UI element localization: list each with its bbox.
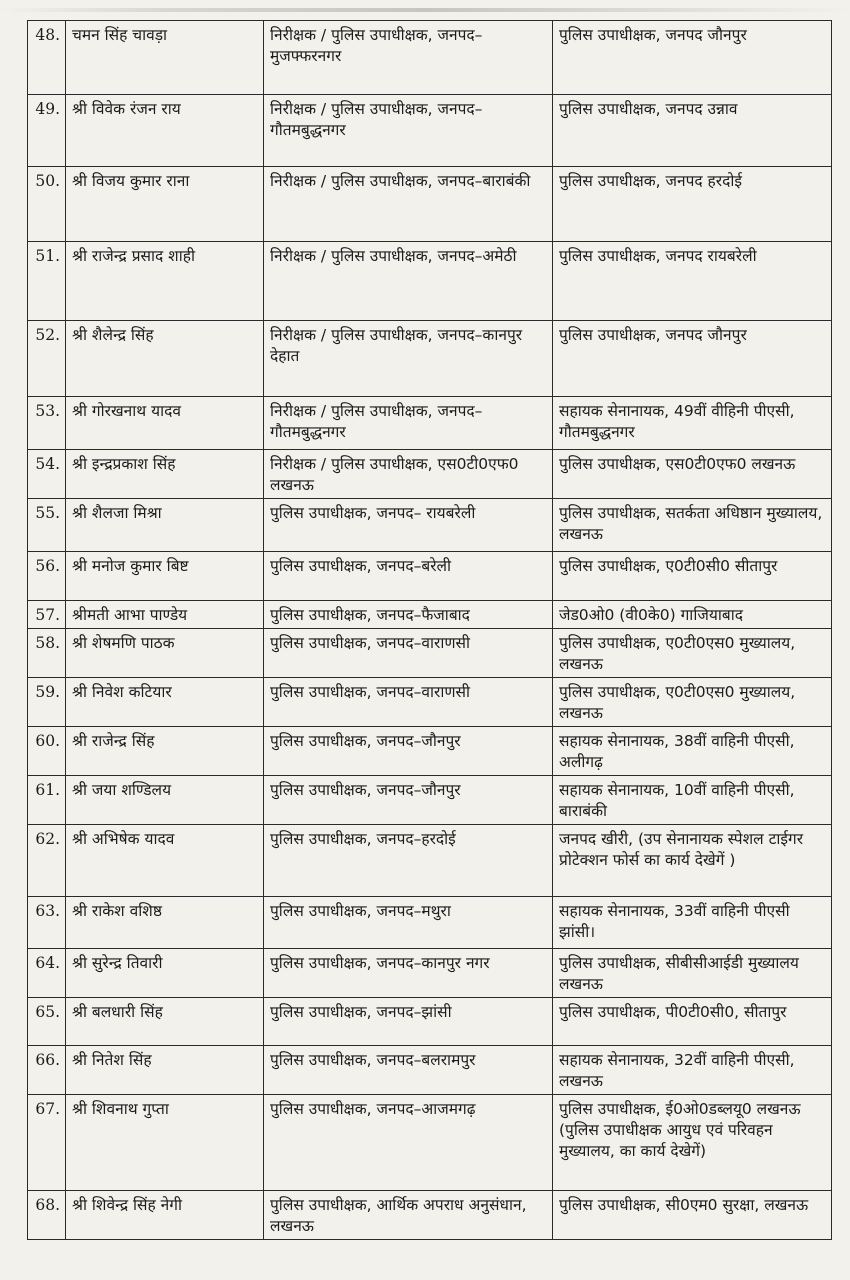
officer-name-cell: श्री विवेक रंजन राय xyxy=(66,95,264,167)
officer-name-cell: श्री राजेन्द्र प्रसाद शाही xyxy=(66,242,264,321)
table-row xyxy=(28,167,832,242)
table-row xyxy=(28,998,832,1046)
current-posting-cell: निरीक्षक / पुलिस उपाधीक्षक, जनपद–मुजफ्फरनगर xyxy=(264,21,553,95)
new-posting-cell: पुलिस उपाधीक्षक, ए0टी0एस0 मुख्यालय, लखनऊ xyxy=(553,629,832,678)
table-row xyxy=(28,1046,832,1095)
new-posting-cell: जनपद खीरी, (उप सेनानायक स्पेशल टाईगर प्रोटेक्शन फोर्स का कार्य देखेगें ) xyxy=(553,825,832,897)
new-posting-cell: पुलिस उपाधीक्षक, जनपद रायबरेली xyxy=(553,242,832,321)
serial-number-cell: 64. xyxy=(28,949,66,998)
officer-name-cell: श्री इन्द्रप्रकाश सिंह xyxy=(66,450,264,499)
table-row xyxy=(28,727,832,776)
officer-name-cell: श्री गोरखनाथ यादव xyxy=(66,397,264,450)
table-row xyxy=(28,21,832,95)
table-row xyxy=(28,1191,832,1240)
serial-number-cell: 55. xyxy=(28,499,66,552)
current-posting-cell: निरीक्षक / पुलिस उपाधीक्षक, जनपद–कानपुर देहात xyxy=(264,321,553,397)
serial-number-cell: 52. xyxy=(28,321,66,397)
new-posting-cell: पुलिस उपाधीक्षक, ई0ओ0डब्लयू0 लखनऊ (पुलिस उपाधीक्षक आयुध एवं परिवहन मुख्यालय, का कार्य देखेगें) xyxy=(553,1095,832,1191)
new-posting-cell: पुलिस उपाधीक्षक, एस0टी0एफ0 लखनऊ xyxy=(553,450,832,499)
serial-number-cell: 61. xyxy=(28,776,66,825)
new-posting-cell: सहायक सेनानायक, 10वीं वाहिनी पीएसी, बाराबंकी xyxy=(553,776,832,825)
officer-name-cell: श्री शिवेन्द्र सिंह नेगी xyxy=(66,1191,264,1240)
current-posting-cell: पुलिस उपाधीक्षक, जनपद–बरेली xyxy=(264,552,553,601)
serial-number-cell: 63. xyxy=(28,897,66,949)
table-row xyxy=(28,242,832,321)
current-posting-cell: पुलिस उपाधीक्षक, जनपद–आजमगढ़ xyxy=(264,1095,553,1191)
serial-number-cell: 62. xyxy=(28,825,66,897)
serial-number-cell: 57. xyxy=(28,601,66,629)
serial-number-cell: 54. xyxy=(28,450,66,499)
transfer-table xyxy=(27,20,832,1240)
officer-name-cell: श्री जया शण्डिलय xyxy=(66,776,264,825)
serial-number-cell: 53. xyxy=(28,397,66,450)
officer-name-cell: श्री शैलेन्द्र सिंह xyxy=(66,321,264,397)
officer-name-cell: श्री शैलजा मिश्रा xyxy=(66,499,264,552)
officer-name-cell: श्री नितेश सिंह xyxy=(66,1046,264,1095)
officer-name-cell: श्री निवेश कटियार xyxy=(66,678,264,727)
serial-number-cell: 49. xyxy=(28,95,66,167)
table-row xyxy=(28,1095,832,1191)
current-posting-cell: निरीक्षक / पुलिस उपाधीक्षक, जनपद–अमेठी xyxy=(264,242,553,321)
current-posting-cell: पुलिस उपाधीक्षक, आर्थिक अपराध अनुसंधान, लखनऊ xyxy=(264,1191,553,1240)
table-row xyxy=(28,776,832,825)
serial-number-cell: 50. xyxy=(28,167,66,242)
serial-number-cell: 48. xyxy=(28,21,66,95)
serial-number-cell: 67. xyxy=(28,1095,66,1191)
serial-number-cell: 59. xyxy=(28,678,66,727)
new-posting-cell: सहायक सेनानायक, 38वीं वाहिनी पीएसी, अलीगढ़ xyxy=(553,727,832,776)
new-posting-cell: पुलिस उपाधीक्षक, सीबीसीआईडी मुख्यालय लखनऊ xyxy=(553,949,832,998)
table-row xyxy=(28,397,832,450)
current-posting-cell: पुलिस उपाधीक्षक, जनपद–जौनपुर xyxy=(264,776,553,825)
current-posting-cell: पुलिस उपाधीक्षक, जनपद–कानपुर नगर xyxy=(264,949,553,998)
officer-name-cell: श्री शेषमणि पाठक xyxy=(66,629,264,678)
table-row xyxy=(28,552,832,601)
table-row xyxy=(28,629,832,678)
officer-name-cell: श्री सुरेन्द्र तिवारी xyxy=(66,949,264,998)
current-posting-cell: पुलिस उपाधीक्षक, जनपद–बलरामपुर xyxy=(264,1046,553,1095)
serial-number-cell: 58. xyxy=(28,629,66,678)
officer-name-cell: श्री अभिषेक यादव xyxy=(66,825,264,897)
serial-number-cell: 51. xyxy=(28,242,66,321)
table-row xyxy=(28,601,832,629)
serial-number-cell: 60. xyxy=(28,727,66,776)
officer-name-cell: श्री राजेन्द्र सिंह xyxy=(66,727,264,776)
current-posting-cell: पुलिस उपाधीक्षक, जनपद–झांसी xyxy=(264,998,553,1046)
new-posting-cell: पुलिस उपाधीक्षक, सतर्कता अधिष्ठान मुख्यालय, लखनऊ xyxy=(553,499,832,552)
serial-number-cell: 66. xyxy=(28,1046,66,1095)
current-posting-cell: पुलिस उपाधीक्षक, जनपद– रायबरेली xyxy=(264,499,553,552)
current-posting-cell: पुलिस उपाधीक्षक, जनपद–मथुरा xyxy=(264,897,553,949)
current-posting-cell: निरीक्षक / पुलिस उपाधीक्षक, जनपद–गौतमबुद्धनगर xyxy=(264,95,553,167)
new-posting-cell: पुलिस उपाधीक्षक, जनपद उन्नाव xyxy=(553,95,832,167)
new-posting-cell: पुलिस उपाधीक्षक, जनपद जौनपुर xyxy=(553,21,832,95)
transfer-table-body xyxy=(28,21,832,1240)
officer-name-cell: चमन सिंह चावड़ा xyxy=(66,21,264,95)
serial-number-cell: 56. xyxy=(28,552,66,601)
officer-name-cell: श्री शिवनाथ गुप्ता xyxy=(66,1095,264,1191)
new-posting-cell: सहायक सेनानायक, 32वीं वाहिनी पीएसी, लखनऊ xyxy=(553,1046,832,1095)
new-posting-cell: पुलिस उपाधीक्षक, पी0टी0सी0, सीतापुर xyxy=(553,998,832,1046)
table-row xyxy=(28,949,832,998)
table-row xyxy=(28,321,832,397)
page-top-edge xyxy=(0,8,850,12)
current-posting-cell: पुलिस उपाधीक्षक, जनपद–जौनपुर xyxy=(264,727,553,776)
table-row xyxy=(28,678,832,727)
table-row xyxy=(28,897,832,949)
current-posting-cell: पुलिस उपाधीक्षक, जनपद–वाराणसी xyxy=(264,629,553,678)
new-posting-cell: सहायक सेनानायक, 49वीं वीहिनी पीएसी, गौतमबुद्धनगर xyxy=(553,397,832,450)
serial-number-cell: 65. xyxy=(28,998,66,1046)
serial-number-cell: 68. xyxy=(28,1191,66,1240)
new-posting-cell: पुलिस उपाधीक्षक, जनपद हरदोई xyxy=(553,167,832,242)
officer-name-cell: श्रीमती आभा पाण्डेय xyxy=(66,601,264,629)
officer-name-cell: श्री राकेश वशिष्ठ xyxy=(66,897,264,949)
officer-name-cell: श्री विजय कुमार राना xyxy=(66,167,264,242)
new-posting-cell: पुलिस उपाधीक्षक, ए0टी0एस0 मुख्यालय, लखनऊ xyxy=(553,678,832,727)
table-row xyxy=(28,450,832,499)
current-posting-cell: निरीक्षक / पुलिस उपाधीक्षक, जनपद–गौतमबुद्धनगर xyxy=(264,397,553,450)
officer-name-cell: श्री मनोज कुमार बिष्ट xyxy=(66,552,264,601)
current-posting-cell: पुलिस उपाधीक्षक, जनपद–वाराणसी xyxy=(264,678,553,727)
new-posting-cell: पुलिस उपाधीक्षक, ए0टी0सी0 सीतापुर xyxy=(553,552,832,601)
officer-name-cell: श्री बलधारी सिंह xyxy=(66,998,264,1046)
current-posting-cell: पुलिस उपाधीक्षक, जनपद–हरदोई xyxy=(264,825,553,897)
table-row xyxy=(28,499,832,552)
new-posting-cell: पुलिस उपाधीक्षक, जनपद जौनपुर xyxy=(553,321,832,397)
current-posting-cell: निरीक्षक / पुलिस उपाधीक्षक, जनपद–बाराबंकी xyxy=(264,167,553,242)
new-posting-cell: पुलिस उपाधीक्षक, सी0एम0 सुरक्षा, लखनऊ xyxy=(553,1191,832,1240)
new-posting-cell: जेड0ओ0 (वी0के0) गाजियाबाद xyxy=(553,601,832,629)
current-posting-cell: निरीक्षक / पुलिस उपाधीक्षक, एस0टी0एफ0 लखनऊ xyxy=(264,450,553,499)
table-row xyxy=(28,825,832,897)
new-posting-cell: सहायक सेनानायक, 33वीं वाहिनी पीएसी झांसी। xyxy=(553,897,832,949)
table-row xyxy=(28,95,832,167)
current-posting-cell: पुलिस उपाधीक्षक, जनपद–फैजाबाद xyxy=(264,601,553,629)
